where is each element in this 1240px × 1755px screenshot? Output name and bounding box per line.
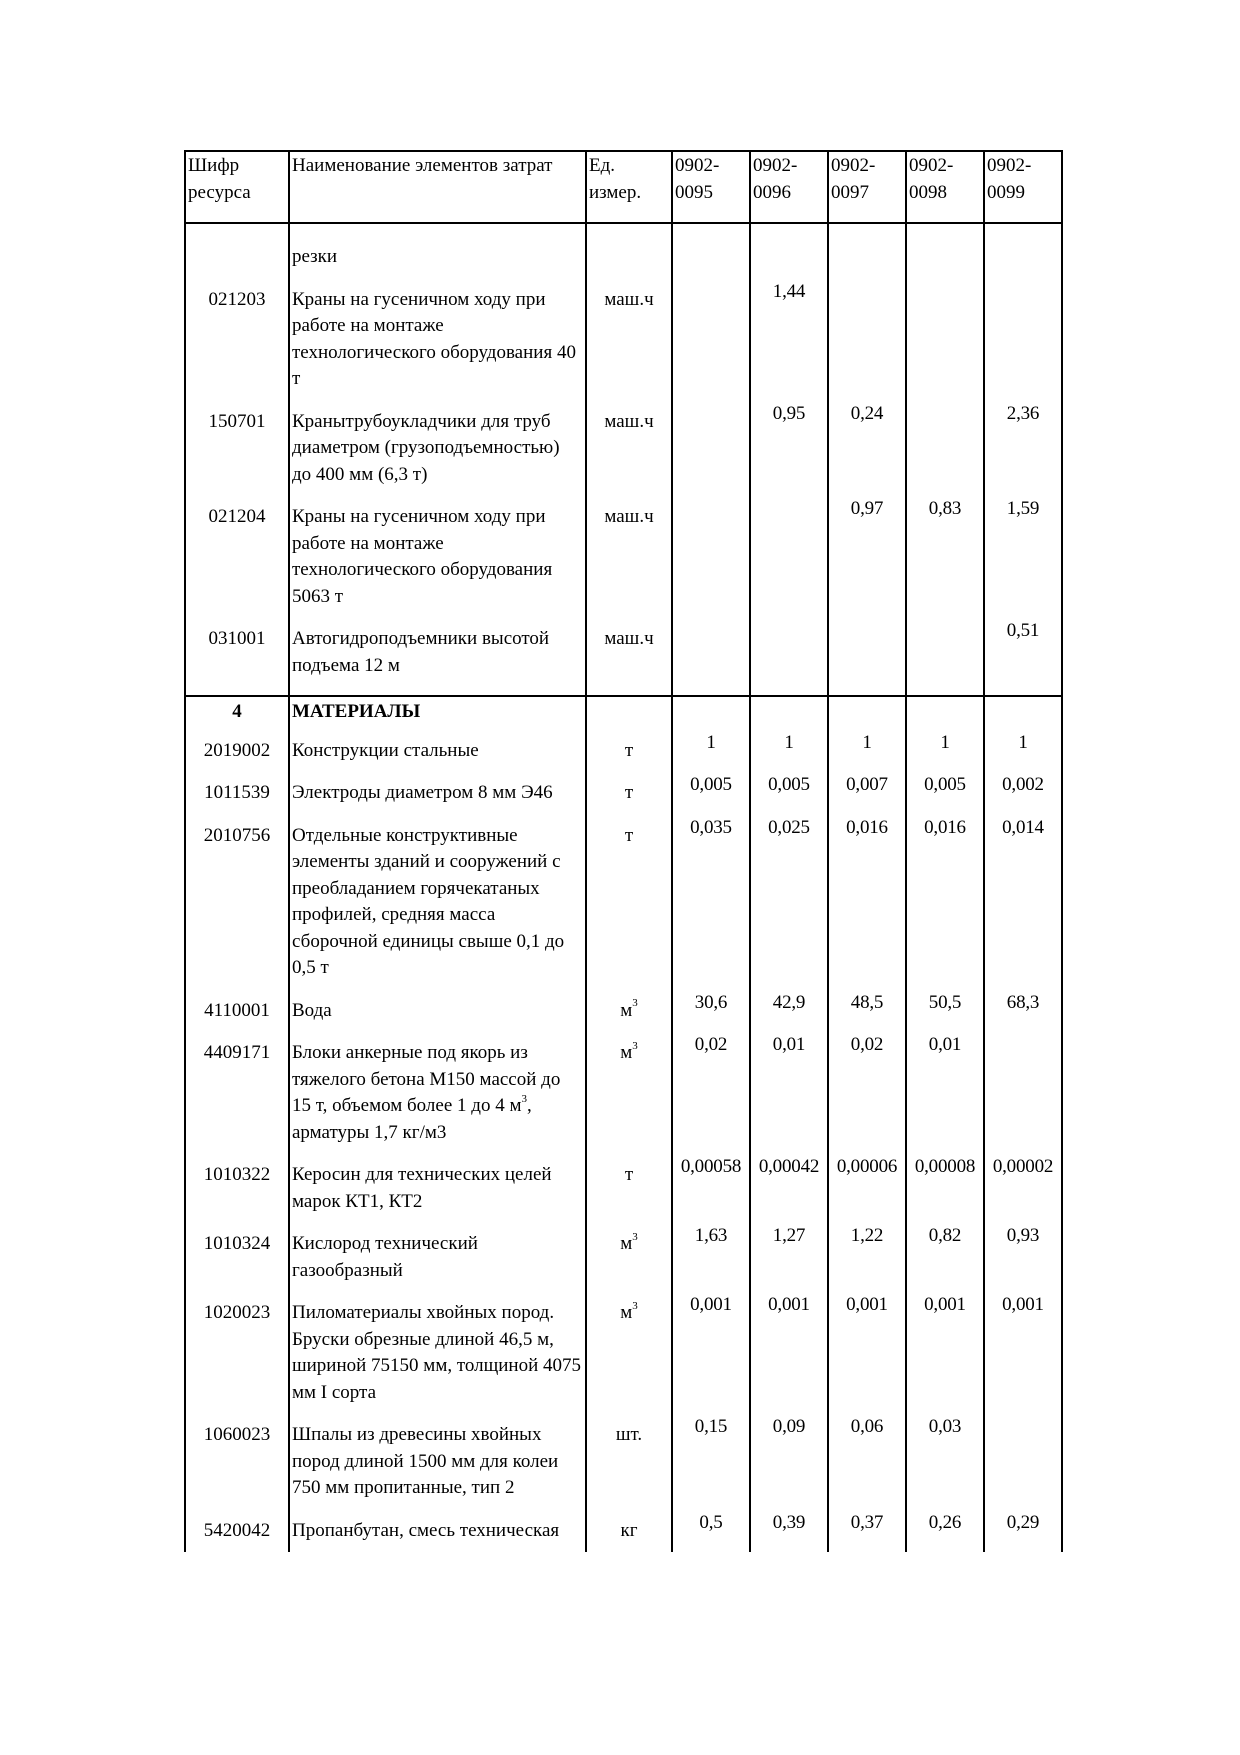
value-cell-0902-0098: 0,016 <box>906 815 984 990</box>
value-cell-0902-0098 <box>906 279 984 401</box>
resource-name-text: Конструкции стальные <box>292 739 479 761</box>
value-cell-0902-0099: 1 <box>984 730 1062 773</box>
value-cell-0902-0099: 2,36 <box>984 401 1062 497</box>
value-cell-0902-0099: 0,51 <box>984 618 1062 696</box>
resource-code: 021203 <box>185 279 289 401</box>
header-col-0902-0096: 0902-0096 <box>750 151 828 223</box>
table-row <box>185 618 1062 696</box>
table-row <box>185 990 1062 1033</box>
value-cell-0902-0097: 0,24 <box>828 401 906 497</box>
value-cell-0902-0096: 1,27 <box>750 1223 828 1292</box>
table-row <box>185 1510 1062 1553</box>
table-row <box>185 815 1062 990</box>
resource-code: 5420042 <box>185 1510 289 1553</box>
resource-name-text: Кранытрубоукладчики для труб диаметром (грузоподъемностью) до 400 мм (6,3 т) <box>292 410 560 485</box>
header-name: Наименование элементов затрат <box>289 151 586 223</box>
value-cell-0902-0097: 0,001 <box>828 1292 906 1414</box>
value-cell-0902-0099: 0,00002 <box>984 1154 1062 1223</box>
value-cell-0902-0099 <box>984 1414 1062 1510</box>
value-cell-0902-0095: 0,02 <box>672 1032 750 1154</box>
resource-code: 2010756 <box>185 815 289 990</box>
resource-code: 4409171 <box>185 1032 289 1154</box>
resource-name <box>289 618 586 696</box>
resource-name <box>289 401 586 497</box>
value-cell-0902-0099 <box>984 696 1062 730</box>
resource-name-text: Отдельные конструктивные элементы зданий и сооружений с преобладанием горячекатаных профилей, средняя масса сборочной единицы свыше 0,1 до 0,5 т <box>292 824 565 978</box>
value-cell-0902-0095: 0,001 <box>672 1292 750 1414</box>
header-code: Шифр ресурса <box>185 151 289 223</box>
resource-code: 1010324 <box>185 1223 289 1292</box>
value-cell-0902-0099: 0,29 <box>984 1510 1062 1553</box>
resource-name-text: Краны на гусеничном ходу при работе на монтаже технологического оборудования 5063 т <box>292 506 553 607</box>
value-cell-0902-0099: 0,93 <box>984 1223 1062 1292</box>
resource-name-text: резки <box>292 246 338 267</box>
value-cell-0902-0095: 1,63 <box>672 1223 750 1292</box>
resource-name-text: Керосин для технических целей марок КТ1, КТ2 <box>292 1164 552 1212</box>
resource-name <box>289 1223 586 1292</box>
value-cell-0902-0098 <box>906 401 984 497</box>
unit-text: м <box>620 1302 633 1323</box>
resource-name-superscript: 3 <box>521 1092 527 1105</box>
value-cell-0902-0095: 0,5 <box>672 1510 750 1553</box>
value-cell-0902-0096: 0,09 <box>750 1414 828 1510</box>
value-cell-0902-0095: 0,035 <box>672 815 750 990</box>
resource-name <box>289 730 586 773</box>
value-cell-0902-0096 <box>750 696 828 730</box>
value-cell-0902-0096: 0,95 <box>750 401 828 497</box>
resource-code: 150701 <box>185 401 289 497</box>
value-cell-0902-0098 <box>906 696 984 730</box>
resource-name-text: Электроды диаметром 8 мм Э46 <box>292 782 553 803</box>
unit-text: м <box>620 1233 633 1254</box>
value-cell-0902-0098: 0,03 <box>906 1414 984 1510</box>
resource-code: 4110001 <box>185 990 289 1033</box>
unit-superscript: 3 <box>632 1299 638 1312</box>
resource-name-text: Блоки анкерные под якорь из тяжелого бетона М150 массой до 15 т, объемом более 1 до 4 м <box>292 1042 561 1116</box>
resource-name-text: Пиломатериалы хвойных пород. Бруски обрезные длиной 46,5 м, шириной 75150 мм, толщиной 4075 мм I сорта <box>292 1302 582 1403</box>
unit-of-measure <box>586 223 672 279</box>
table-row <box>185 1223 1062 1292</box>
value-cell-0902-0095 <box>672 696 750 730</box>
value-cell-0902-0099: 1,59 <box>984 496 1062 618</box>
value-cell-0902-0098: 1 <box>906 730 984 773</box>
unit-of-measure <box>586 696 672 730</box>
value-cell-0902-0096: 0,39 <box>750 1510 828 1553</box>
unit-text: маш.ч <box>604 506 654 527</box>
value-cell-0902-0095 <box>672 279 750 401</box>
value-cell-0902-0097 <box>828 223 906 279</box>
resource-table-page <box>184 150 1061 1552</box>
resource-code: 021204 <box>185 496 289 618</box>
value-cell-0902-0099: 0,001 <box>984 1292 1062 1414</box>
unit-of-measure <box>586 1154 672 1223</box>
table-row <box>185 401 1062 497</box>
header-col-0902-0097: 0902-0097 <box>828 151 906 223</box>
value-cell-0902-0096 <box>750 496 828 618</box>
resource-code: 1011539 <box>185 772 289 815</box>
unit-of-measure <box>586 1414 672 1510</box>
value-cell-0902-0095: 1 <box>672 730 750 773</box>
resource-name-text: Краны на гусеничном ходу при работе на монтаже технологического оборудования 40 т <box>292 288 576 389</box>
resource-name-tail: , арматуры 1,7 кг/м3 <box>292 1095 532 1143</box>
table-row <box>185 730 1062 773</box>
resource-name <box>289 815 586 990</box>
unit-of-measure <box>586 279 672 401</box>
value-cell-0902-0099 <box>984 1032 1062 1154</box>
header-unit: Ед. измер. <box>586 151 672 223</box>
value-cell-0902-0097: 0,007 <box>828 772 906 815</box>
value-cell-0902-0096 <box>750 618 828 696</box>
unit-text: т <box>624 739 634 761</box>
header-col-0902-0095: 0902-0095 <box>672 151 750 223</box>
value-cell-0902-0096: 1,44 <box>750 279 828 401</box>
value-cell-0902-0095: 0,15 <box>672 1414 750 1510</box>
value-cell-0902-0098: 0,005 <box>906 772 984 815</box>
unit-text: т <box>624 824 634 846</box>
unit-superscript: 3 <box>632 1230 638 1243</box>
value-cell-0902-0096: 0,025 <box>750 815 828 990</box>
unit-of-measure <box>586 772 672 815</box>
resource-code: 1060023 <box>185 1414 289 1510</box>
value-cell-0902-0098: 50,5 <box>906 990 984 1033</box>
resource-name-text: Кислород технический газообразный <box>292 1233 478 1281</box>
value-cell-0902-0097: 0,016 <box>828 815 906 990</box>
value-cell-0902-0099 <box>984 279 1062 401</box>
value-cell-0902-0097: 48,5 <box>828 990 906 1033</box>
resource-code: 1010322 <box>185 1154 289 1223</box>
unit-of-measure <box>586 618 672 696</box>
value-cell-0902-0097: 0,02 <box>828 1032 906 1154</box>
value-cell-0902-0097: 0,06 <box>828 1414 906 1510</box>
unit-of-measure <box>586 1292 672 1414</box>
value-cell-0902-0096: 0,005 <box>750 772 828 815</box>
resource-code: 4 <box>185 696 289 730</box>
resource-name-text: МАТЕРИАЛЫ <box>292 701 421 722</box>
value-cell-0902-0098: 0,83 <box>906 496 984 618</box>
value-cell-0902-0095: 0,00058 <box>672 1154 750 1223</box>
resource-name-text: Вода <box>292 999 332 1021</box>
value-cell-0902-0097: 0,97 <box>828 496 906 618</box>
value-cell-0902-0097: 1,22 <box>828 1223 906 1292</box>
unit-of-measure <box>586 496 672 618</box>
header-col-0902-0099: 0902-0099 <box>984 151 1062 223</box>
value-cell-0902-0096: 0,00042 <box>750 1154 828 1223</box>
value-cell-0902-0098: 0,82 <box>906 1223 984 1292</box>
unit-of-measure <box>586 815 672 990</box>
resource-name <box>289 1032 586 1154</box>
unit-text: маш.ч <box>604 288 654 310</box>
section-row <box>185 696 1062 730</box>
table-header <box>185 151 1062 223</box>
resource-code <box>185 223 289 279</box>
unit-of-measure <box>586 1510 672 1553</box>
value-cell-0902-0098: 0,001 <box>906 1292 984 1414</box>
header-col-0902-0098: 0902-0098 <box>906 151 984 223</box>
unit-text: м <box>620 1042 633 1063</box>
resource-name <box>289 1510 586 1553</box>
table-row <box>185 496 1062 618</box>
value-cell-0902-0097: 0,37 <box>828 1510 906 1553</box>
unit-superscript: 3 <box>632 997 638 1010</box>
resource-name-text: Шпалы из древесины хвойных пород длиной 1500 мм для колеи 750 мм пропитанные, тип 2 <box>292 1424 559 1498</box>
resource-name <box>289 279 586 401</box>
unit-of-measure <box>586 401 672 497</box>
resource-name <box>289 223 586 279</box>
resource-name <box>289 696 586 730</box>
value-cell-0902-0099: 0,002 <box>984 772 1062 815</box>
resource-name <box>289 1292 586 1414</box>
table-body <box>185 223 1062 1552</box>
value-cell-0902-0097: 0,00006 <box>828 1154 906 1223</box>
resource-code: 1020023 <box>185 1292 289 1414</box>
unit-text: шт. <box>615 1424 643 1445</box>
unit-of-measure <box>586 1223 672 1292</box>
table-row <box>185 1032 1062 1154</box>
value-cell-0902-0097 <box>828 618 906 696</box>
resource-table <box>184 150 1063 1552</box>
value-cell-0902-0096: 42,9 <box>750 990 828 1033</box>
unit-superscript: 3 <box>632 1039 638 1052</box>
value-cell-0902-0097 <box>828 696 906 730</box>
value-cell-0902-0095 <box>672 223 750 279</box>
value-cell-0902-0095: 0,005 <box>672 772 750 815</box>
table-row <box>185 1154 1062 1223</box>
resource-code: 2019002 <box>185 730 289 773</box>
table-row <box>185 279 1062 401</box>
unit-text: маш.ч <box>604 628 654 649</box>
value-cell-0902-0096: 0,01 <box>750 1032 828 1154</box>
value-cell-0902-0096: 0,001 <box>750 1292 828 1414</box>
unit-of-measure <box>586 1032 672 1154</box>
value-cell-0902-0099: 0,014 <box>984 815 1062 990</box>
resource-name <box>289 772 586 815</box>
unit-text: кг <box>620 1519 638 1541</box>
resource-name <box>289 1154 586 1223</box>
table-row <box>185 1292 1062 1414</box>
resource-code: 031001 <box>185 618 289 696</box>
unit-text: маш.ч <box>604 410 654 432</box>
value-cell-0902-0098: 0,26 <box>906 1510 984 1553</box>
value-cell-0902-0095 <box>672 618 750 696</box>
value-cell-0902-0095: 30,6 <box>672 990 750 1033</box>
value-cell-0902-0099 <box>984 223 1062 279</box>
value-cell-0902-0098 <box>906 223 984 279</box>
value-cell-0902-0096: 1 <box>750 730 828 773</box>
table-row <box>185 223 1062 279</box>
resource-name <box>289 1414 586 1510</box>
table-row <box>185 772 1062 815</box>
value-cell-0902-0097 <box>828 279 906 401</box>
table-row <box>185 1414 1062 1510</box>
resource-name <box>289 990 586 1033</box>
value-cell-0902-0099: 68,3 <box>984 990 1062 1033</box>
value-cell-0902-0096 <box>750 223 828 279</box>
unit-text: т <box>624 782 634 803</box>
resource-name-text: Пропанбутан, смесь техническая <box>292 1519 560 1541</box>
value-cell-0902-0095 <box>672 401 750 497</box>
value-cell-0902-0098: 0,01 <box>906 1032 984 1154</box>
unit-of-measure <box>586 730 672 773</box>
unit-text: т <box>624 1164 634 1185</box>
value-cell-0902-0098: 0,00008 <box>906 1154 984 1223</box>
value-cell-0902-0098 <box>906 618 984 696</box>
resource-name <box>289 496 586 618</box>
unit-text: м <box>620 999 633 1021</box>
unit-of-measure <box>586 990 672 1033</box>
resource-name-text: Автогидроподъемники высотой подъема 12 м <box>292 628 550 676</box>
value-cell-0902-0095 <box>672 496 750 618</box>
value-cell-0902-0097: 1 <box>828 730 906 773</box>
